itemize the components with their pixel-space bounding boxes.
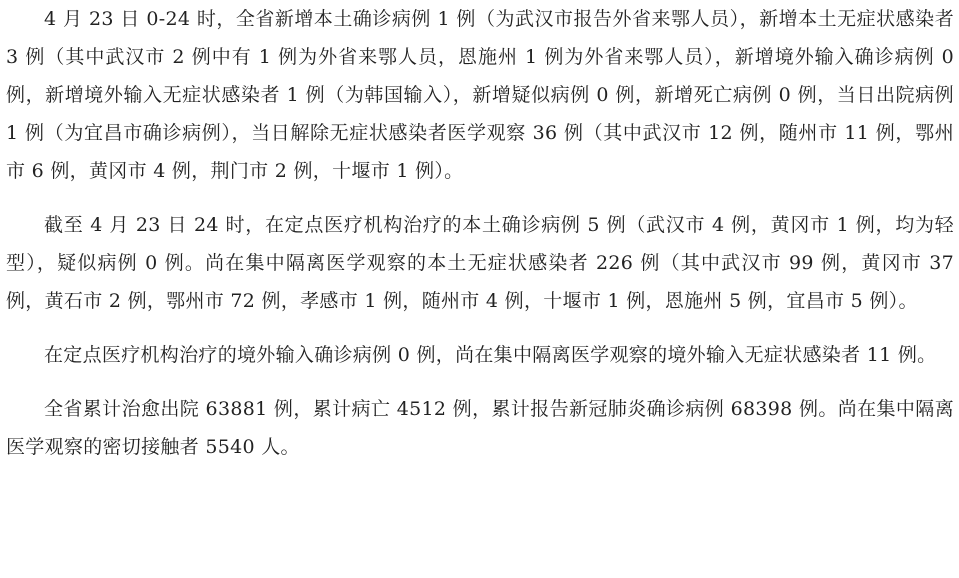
paragraph-imported-cases-status: 在定点医疗机构治疗的境外输入确诊病例 0 例，尚在集中隔离医学观察的境外输入无症状感染者 11 例。	[44, 344, 937, 366]
document-body	[6, 0, 954, 466]
paragraph-daily-report: 4 月 23 日 0-24 时，全省新增本土确诊病例 1 例（为武汉市报告外省来鄂人员），新增本土无症状感染者 3 例（其中武汉市 2 例中有 1 例为外省来鄂人员，恩施州 1 例为外省来鄂人员），新增境外输入确诊病例 0 例，新增境外输入无症状感染者 1 例（为韩国输入），新增疑似病例 0 例，新增死亡病例 0 例，当日出院病例 1 例（为宜昌市确诊病例），当日解除无症状感染者医学观察 36 例（其中武汉市 12 例，随州市 11 例，鄂州市 6 例，黄冈市 4 例，荆门市 2 例，十堰市 1 例）。	[6, 8, 954, 182]
paragraph-local-cases-status: 截至 4 月 23 日 24 时，在定点医疗机构治疗的本土确诊病例 5 例（武汉市 4 例，黄冈市 1 例，均为轻型），疑似病例 0 例。尚在集中隔离医学观察的本土无症状感染者 226 例（其中武汉市 99 例，黄冈市 37 例，黄石市 2 例，鄂州市 72 例，孝感市 1 例，随州市 4 例，十堰市 1 例，恩施州 5 例，宜昌市 5 例）。	[6, 214, 954, 312]
paragraph-cumulative-totals: 全省累计治愈出院 63881 例，累计病亡 4512 例，累计报告新冠肺炎确诊病例 68398 例。尚在集中隔离医学观察的密切接触者 5540 人。	[6, 398, 954, 458]
